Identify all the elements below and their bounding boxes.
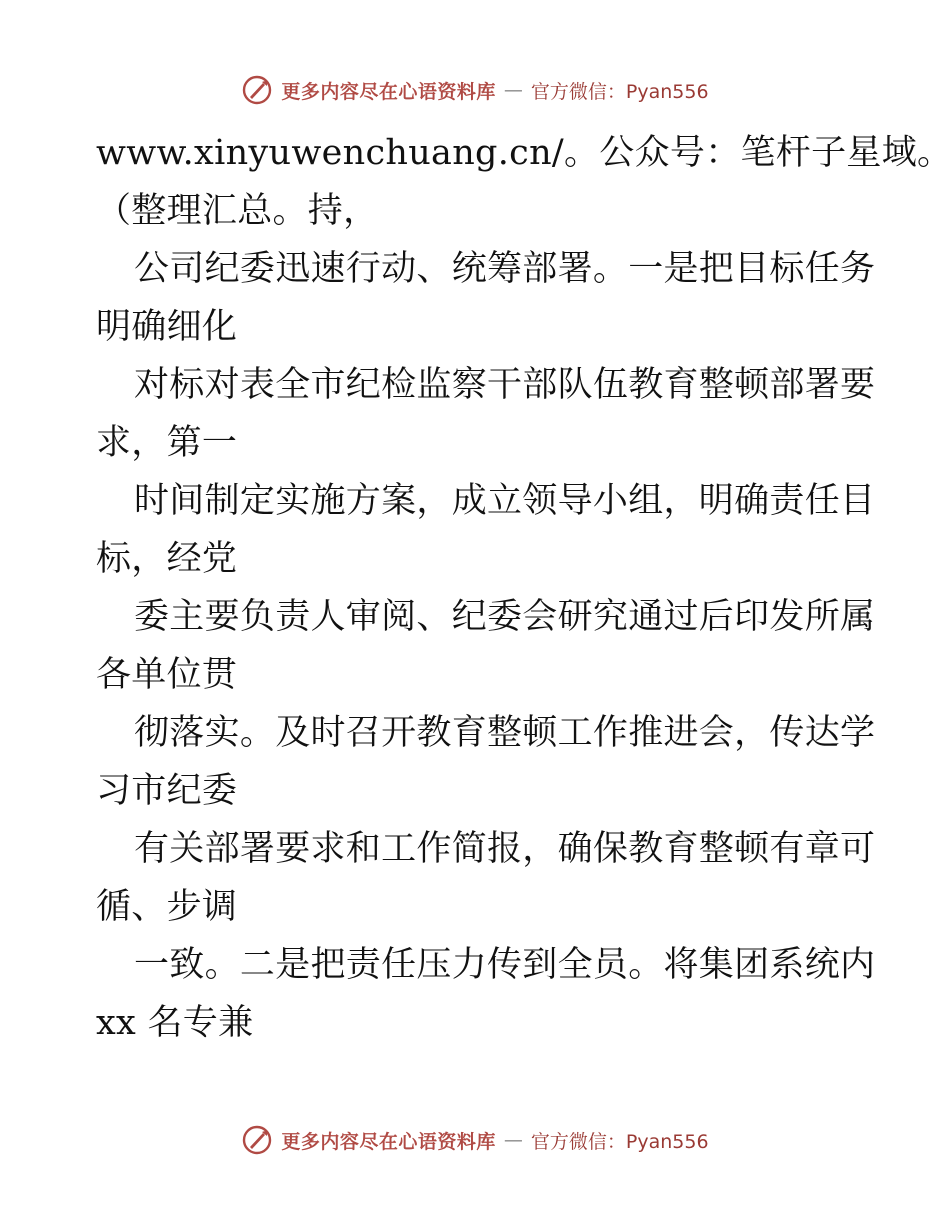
watermark-wechat-text: 官方微信：Pyan556 [530,1130,709,1153]
text-line: www.xinyuwenchuang.cn/。公众号：笔杆子星域。 [96,133,952,173]
text-line: （整理汇总。持， [96,191,379,231]
text-line: 循、步调 [96,887,238,927]
text-line: 习市纪委 [96,771,238,811]
footer-watermark [0,1120,950,1160]
watermark-main-text: 更多内容尽在心语资料库 [281,1130,496,1153]
watermark-wechat-text: 官方微信：Pyan556 [530,80,709,103]
text-line: 各单位贯 [96,655,238,695]
text-line: 标，经党 [96,539,238,579]
text-line: 时间制定实施方案，成立领导小组，明确责任目 [134,481,876,521]
text-line: 彻落实。及时召开教育整顿工作推进会，传达学 [134,713,876,753]
text-line: 公司纪委迅速行动、统筹部署。一是把目标任务 [134,249,876,289]
document-body [96,124,952,1052]
text-line: 对标对表全市纪检监察干部队伍教育整顿部署要 [134,365,876,405]
text-line: 一致。二是把责任压力传到全员。将集团系统内 [134,945,876,985]
text-line: 明确细化 [96,307,238,347]
text-line: 求，第一 [96,423,238,463]
watermark-separator: — [503,79,523,101]
quill-pen-circle-icon [241,74,273,106]
header-watermark [0,70,950,110]
text-line: xx 名专兼 [96,1003,254,1043]
watermark-main-text: 更多内容尽在心语资料库 [281,80,496,103]
text-line: 有关部署要求和工作简报，确保教育整顿有章可 [134,829,876,869]
quill-pen-circle-icon [241,1124,273,1156]
watermark-separator: — [503,1129,523,1151]
text-line: 委主要负责人审阅、纪委会研究通过后印发所属 [134,597,876,637]
